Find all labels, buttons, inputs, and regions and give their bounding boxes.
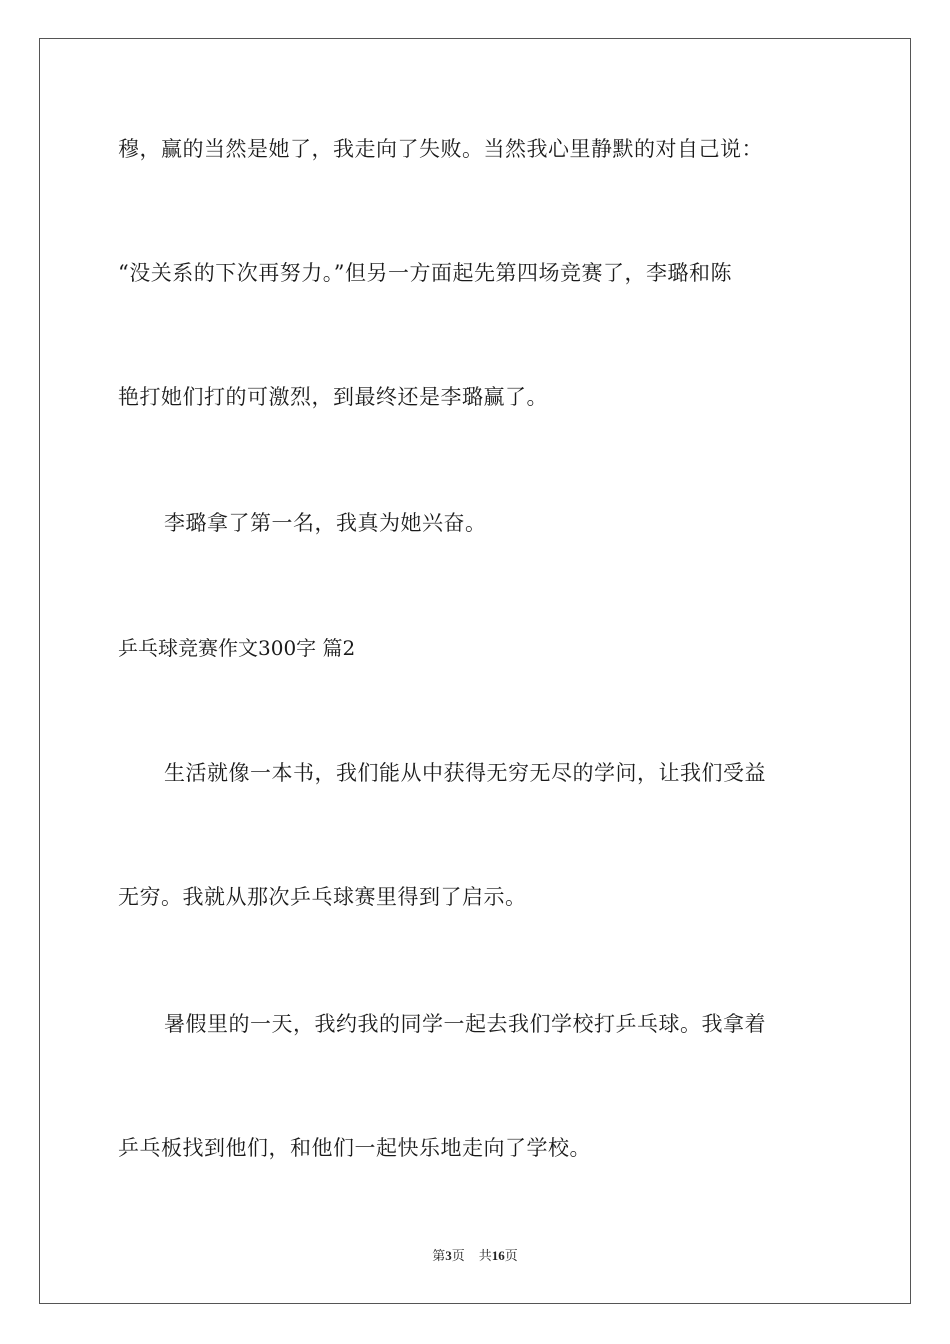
- footer-page-suffix: 页: [451, 1248, 465, 1263]
- footer-page-prefix: 第: [432, 1248, 446, 1263]
- paragraph-line-6: 无穷。我就从那次乒乓球赛里得到了启示。: [118, 885, 527, 909]
- footer-total-prefix: 共: [478, 1248, 492, 1263]
- footer-total-suffix: 页: [504, 1248, 518, 1263]
- page-footer: [0, 1247, 950, 1265]
- paragraph-line-2: “没关系的下次再努力。”但另一方面起先第四场竞赛了，李璐和陈: [118, 261, 732, 285]
- paragraph-line-5: 生活就像一本书，我们能从中获得无穷无尽的学问，让我们受益: [164, 761, 766, 785]
- page-frame: [39, 38, 911, 1304]
- footer-page-current: 3: [445, 1248, 452, 1263]
- footer-page-total: 16: [491, 1248, 505, 1263]
- paragraph-line-1: 穆，赢的当然是她了，我走向了失败。当然我心里静默的对自己说：: [118, 137, 763, 161]
- section-heading: 乒乓球竞赛作文300字 篇2: [118, 636, 356, 660]
- paragraph-line-4: 李璐拿了第一名，我真为她兴奋。: [164, 511, 487, 535]
- paragraph-line-8: 乒乓板找到他们，和他们一起快乐地走向了学校。: [118, 1136, 591, 1160]
- paragraph-line-7: 暑假里的一天，我约我的同学一起去我们学校打乒乓球。我拿着: [164, 1012, 766, 1036]
- paragraph-line-3: 艳打她们打的可激烈，到最终还是李璐赢了。: [118, 385, 548, 409]
